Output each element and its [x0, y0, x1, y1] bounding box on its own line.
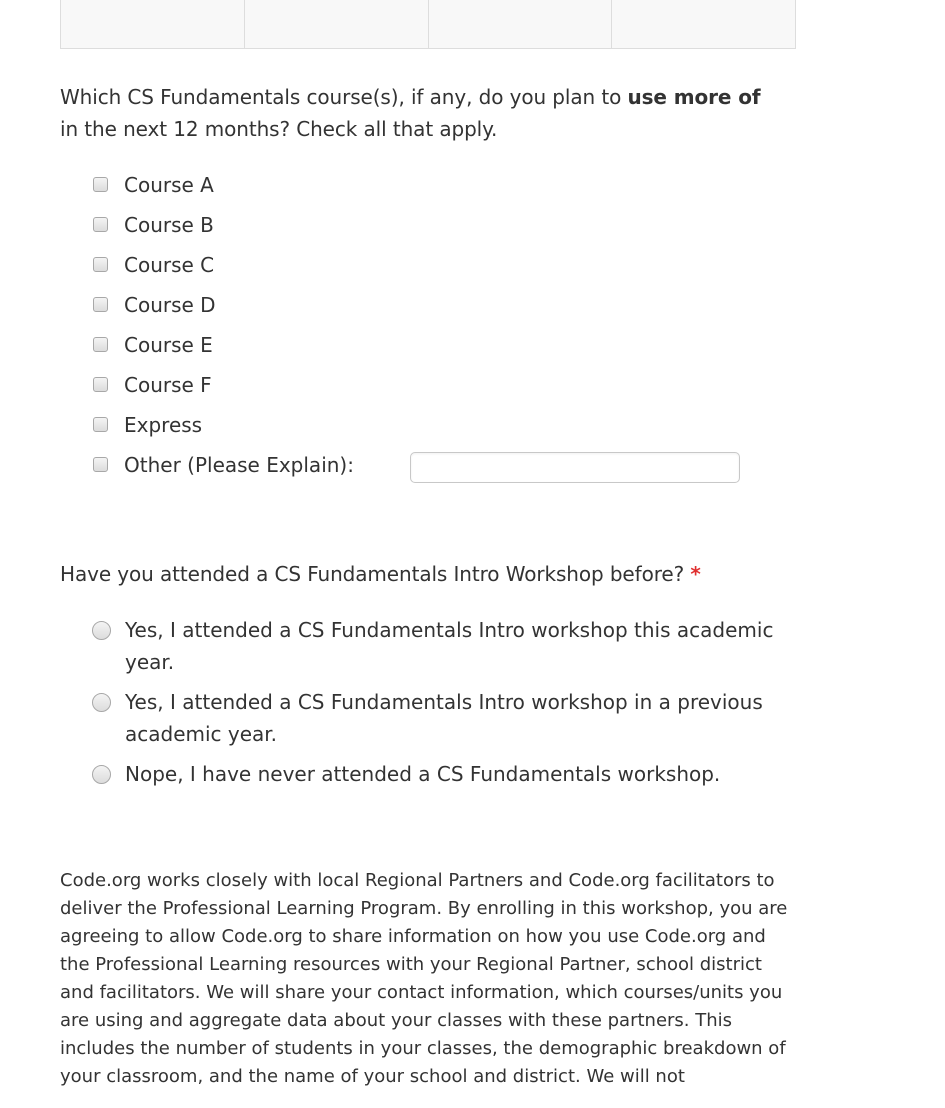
workshop-question-text: Have you attended a CS Fundamentals Intro Workshop before?: [60, 562, 685, 586]
attended-this-year-radio[interactable]: [92, 621, 111, 640]
courses-question-text-before: Which CS Fundamentals course(s), if any, do you plan to: [60, 85, 628, 109]
course-b-label: Course B: [124, 213, 214, 237]
attended-previous-year-option[interactable]: [90, 686, 785, 750]
other-label: Other (Please Explain):: [124, 453, 354, 477]
course-c-checkbox[interactable]: [93, 257, 108, 272]
course-f-label: Course F: [124, 373, 212, 397]
course-e-option[interactable]: [90, 329, 213, 361]
attended-previous-year-label: Yes, I attended a CS Fundamentals Intro workshop in a previous academic year.: [125, 690, 763, 746]
attended-this-year-option[interactable]: [90, 614, 785, 678]
course-c-label: Course C: [124, 253, 215, 277]
never-attended-radio[interactable]: [92, 765, 111, 784]
course-a-label: Course A: [124, 173, 214, 197]
table-bottom-row: [60, 0, 796, 49]
other-explain-input[interactable]: [410, 452, 740, 483]
course-a-option[interactable]: [90, 169, 214, 201]
never-attended-label: Nope, I have never attended a CS Fundamentals workshop.: [125, 762, 721, 786]
workshop-question-label: [60, 558, 780, 590]
course-d-checkbox[interactable]: [93, 297, 108, 312]
course-f-option[interactable]: [90, 369, 212, 401]
express-option[interactable]: [90, 409, 202, 441]
never-attended-option[interactable]: [90, 758, 720, 790]
courses-question-text-after: in the next 12 months? Check all that apply.: [60, 117, 498, 141]
data-sharing-notice: Code.org works closely with local Regional Partners and Code.org facilitators to deliver the Professional Learning Program. By enrolling in this workshop, you are agreeing to allow Code.org to share information on how you use Code.org and the Professional Learning resources with your Regional Partner, school district and facilitators. We will share your contact information, which courses/units you are using and aggregate data about your classes with these partners. This includes the number of students in your classes, the demographic breakdown of your classroom, and the name of your school and district. We will not: [60, 870, 788, 1087]
course-b-option[interactable]: [90, 209, 214, 241]
table-cell: [61, 0, 245, 48]
attended-this-year-label: Yes, I attended a CS Fundamentals Intro workshop this academic year.: [125, 618, 774, 674]
table-cell: [245, 0, 429, 48]
other-option[interactable]: [90, 449, 354, 481]
course-c-option[interactable]: [90, 249, 214, 281]
course-d-label: Course D: [124, 293, 216, 317]
course-d-option[interactable]: [90, 289, 216, 321]
express-label: Express: [124, 413, 203, 437]
courses-question-label: [60, 81, 780, 145]
course-e-checkbox[interactable]: [93, 337, 108, 352]
course-f-checkbox[interactable]: [93, 377, 108, 392]
course-a-checkbox[interactable]: [93, 177, 108, 192]
course-e-label: Course E: [124, 333, 213, 357]
other-checkbox[interactable]: [93, 457, 108, 472]
attended-previous-year-radio[interactable]: [92, 693, 111, 712]
express-checkbox[interactable]: [93, 417, 108, 432]
courses-question-emphasis: use more of: [627, 85, 761, 109]
required-asterisk: *: [690, 562, 701, 586]
course-b-checkbox[interactable]: [93, 217, 108, 232]
table-cell: [612, 0, 795, 48]
table-cell: [429, 0, 613, 48]
